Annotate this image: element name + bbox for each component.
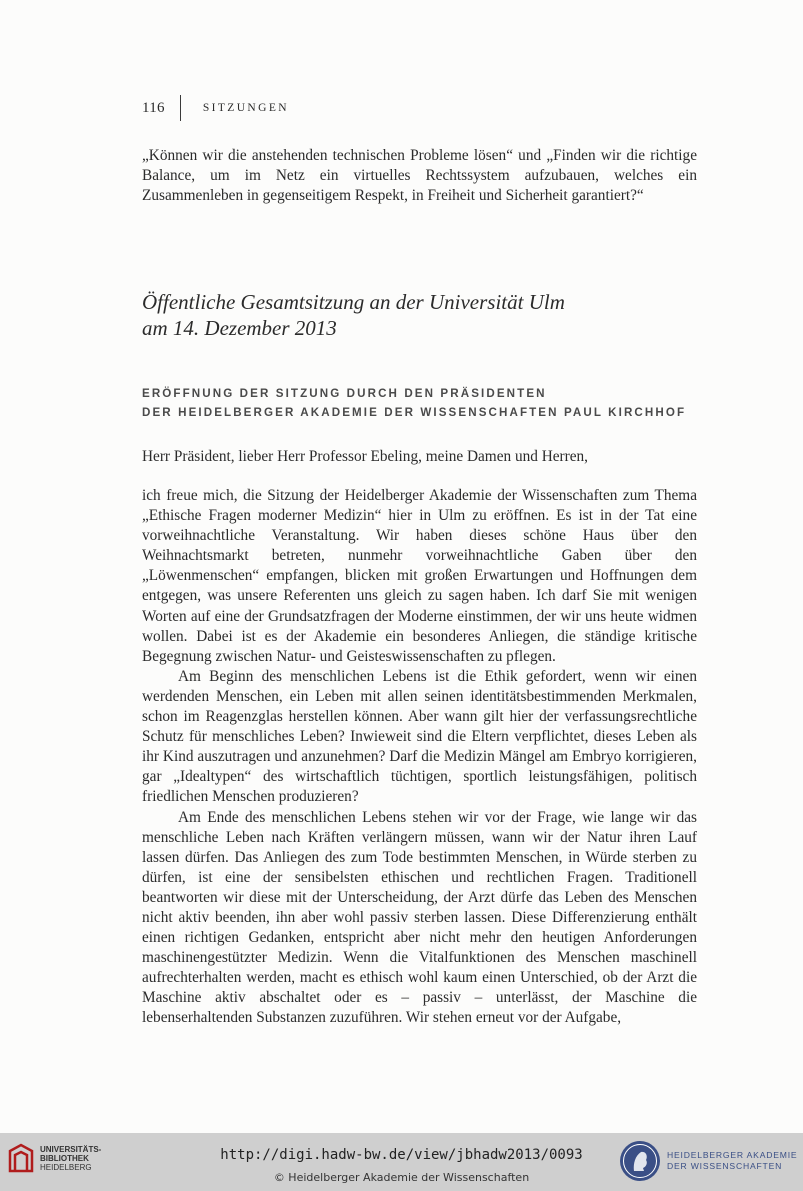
section-heading [142,384,732,422]
body-paragraph-2: Am Beginn des menschlichen Lebens ist die Ethik gefordert, wenn wir einen werdenden Menschen, ein Leben mit allen seinen identitätsbestimmenden Merkmalen, schon im Reagenzglas herstellen können. Aber wann gilt hier der verfassungsrechtliche Schutz für menschliches Leben? Inwieweit sind die Eltern verpflichtet, dieses Leben als ihr Kind auszutragen und anzunehmen? Darf die Medizin Mängel am Embryo korrigieren, gar „Idealtypen“ des wirtschaftlich tüchtigen, sportlich leistungsfähigen, politisch friedlichen Menschen produzieren? [142,667,697,806]
hadw-logo-line-2: DER WISSENSCHAFTEN [667,1161,783,1171]
footer-bar [0,1133,803,1191]
session-title-line-2: am 14. Dezember 2013 [142,316,337,340]
running-head: SITZUNGEN [202,102,289,114]
ub-logo-line-1: UNIVERSITÄTS- [40,1144,102,1154]
body-paragraph-1: ich freue mich, die Sitzung der Heidelberger Akademie der Wissenschaften zum Thema „Ethische Fragen moderner Medizin“ hier in Ulm zu eröffnen. Es ist in der Tat eine vorweihnachtliche Veranstaltung. Wir haben dieses schöne Haus über den Weihnachtsmarkt betreten, nunmehr vorweihnachtliche Gaben über den „Löwenmenschen“ empfangen, blicken mit großen Erwartungen und Hoffnungen dem entgegen, was unsere Referenten uns gleich zu sagen haben. Ich darf Sie mit wenigen Worten auf eine der Grundsatzfragen der Moderne einstimmen, der wir uns heute widmen wollen. Dabei ist es der Akademie ein besonderes Anliegen, die ständige kritische Begegnung zwischen Natur- und Geisteswissenschaften zu pflegen. [142,487,697,665]
section-heading-line-2: DER HEIDELBERGER AKADEMIE DER WISSENSCHAFTEN PAUL KIRCHHOF [142,406,687,419]
salutation: Herr Präsident, lieber Herr Professor Ebeling, meine Damen und Herren, [142,448,589,465]
ub-logo-line-2: BIBLIOTHEK [40,1153,89,1163]
session-title [142,289,565,341]
permalink-url[interactable]: http://digi.hadw-bw.de/view/jbhadw2013/0093 [220,1147,583,1163]
section-heading-line-1: ERÖFFNUNG DER SITZUNG DURCH DEN PRÄSIDENTEN [142,387,547,400]
page-number: 116 [142,99,165,116]
academy-seal-icon [619,1140,661,1182]
quote-paragraph: „Können wir die anstehenden technischen Probleme lösen“ und „Finden wir die richtige Balance, um im Netz ein virtuelles Rechtssystem aufzubauen, welches ein Zusammenleben in gegenseitigem Respekt, in Freiheit und Sicherheit garantiert?“ [142,147,697,205]
session-title-line-1: Öffentliche Gesamtsitzung an der Universität Ulm [142,290,565,314]
body-paragraph-3: Am Ende des menschlichen Lebens stehen wir vor der Frage, wie lange wir das menschliche Leben nach Kräften verlängern müssen, wann wir der Natur ihren Lauf lassen dürfen. Das Anliegen des zum Tode bestimmten Menschen, in Würde sterben zu dürfen, ist eine der sensibelsten ethischen und rechtlichen Fragen. Traditionell beantworten wir diese mit der Unterscheidung, der Arzt dürfe das Leben des Menschen nicht aktiv beenden, ihn aber wohl passiv sterben lassen. Diese Differenzierung enthält einen richtigen Gedanken, entspricht aber nicht mehr den heutigen Anforderungen maschinengestützter Medizin. Wenn die Vitalfunktionen des Menschen maschinell aufrechterhalten werden, macht es ethisch wohl kaum einen Unterschied, ob der Arzt die Maschine aktiv abschaltet oder es – passiv – unterlässt, der Maschine die lebenserhaltenden Substanzen zuzuführen. Wir stehen erneut vor der Aufgabe, [142,808,697,1027]
hadw-logo[interactable] [619,1140,797,1182]
ub-logo-line-3: HEIDELBERG [40,1162,92,1172]
hadw-logo-line-1: HEIDELBERGER AKADEMIE [667,1150,798,1160]
page-header [142,97,289,119]
header-divider [180,95,181,121]
copyright-notice: © Heidelberger Akademie der Wissenschaften [273,1171,530,1184]
body-text [142,486,697,1029]
